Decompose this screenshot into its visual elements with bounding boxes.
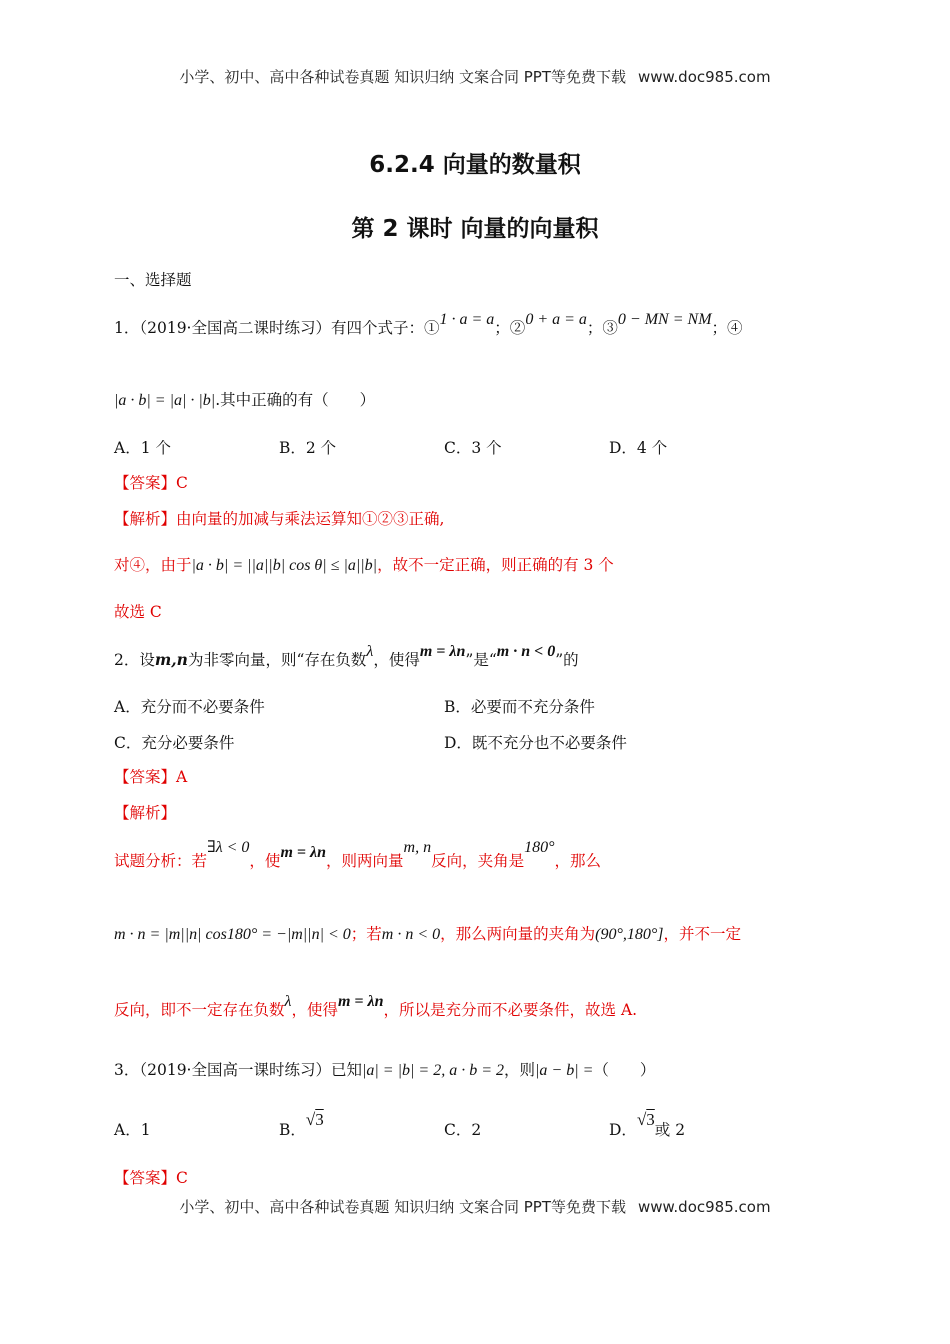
q2-analysis-line2: m · n = |m||n| cos180° = −|m||n| < 0；若m · n < 0，那么两向量的夹角为(90°,180°]，并不一定: [114, 925, 742, 943]
q1-analysis-line2: 对④，由于|a · b| = ||a||b| cos θ| ≤ |a||b|，故不一定正确，则正确的有 3 个: [114, 556, 614, 574]
q1-answer: 【答案】C: [114, 474, 188, 492]
q1-formula-3: 0 − MN = NM: [617, 311, 712, 328]
main-title: 6.2.4 向量的数量积: [369, 152, 581, 178]
footer-banner: [0, 1196, 950, 1217]
q3-given: |a| = |b| = 2, a · b = 2: [362, 1062, 504, 1079]
q2-inequality: m · n < 0: [496, 643, 556, 660]
q1-conclusion: 故选 C: [114, 603, 162, 621]
q3-option-a: A．1: [114, 1121, 151, 1139]
sqrt-icon: √3: [305, 1110, 324, 1129]
q1-formula-4: |a · b| = |a| · |b|: [114, 392, 216, 409]
sqrt-icon: √3: [636, 1110, 655, 1129]
q2-option-b: B．必要而不充分条件: [444, 698, 595, 716]
q1-option-d: D．4 个: [609, 439, 668, 457]
section-heading: 一、选择题: [114, 271, 192, 289]
q2-option-c: C．充分必要条件: [114, 734, 235, 752]
header-text: 小学、初中、高中各种试卷真题 知识归纳 文案合同 PPT等免费下载: [179, 68, 626, 86]
q3-answer: 【答案】C: [114, 1169, 188, 1187]
q2-analysis-label: 【解析】: [114, 804, 177, 822]
q3-option-c: C．2: [444, 1121, 482, 1139]
q2-option-d: D．既不充分也不必要条件: [444, 734, 627, 752]
q1-formula-2: 0 + a = a: [525, 311, 587, 328]
q2-answer: 【答案】A: [114, 768, 188, 786]
q2-lambda: λ: [366, 643, 374, 660]
q2-equation: m = λn: [419, 643, 466, 660]
q1-analysis-line1: 【解析】由向量的加减与乘法运算知①②③正确,: [114, 510, 445, 528]
header-site-link[interactable]: www.doc985.com: [637, 68, 771, 86]
q3-option-d: D．√3或 2: [609, 1110, 686, 1139]
q3-stem: 3．（2019·全国高一课时练习）已知|a| = |b| = 2, a · b = 2，则|a − b| =（ ）: [114, 1061, 656, 1079]
q1-option-a: A．1 个: [114, 439, 171, 457]
q3-target: |a − b| =: [535, 1062, 594, 1079]
q2-analysis-line1: 试题分析：若∃λ < 0，使m = λn，则两向量m, n反向，夹角是180°，那么: [114, 839, 602, 870]
footer-site-link[interactable]: www.doc985.com: [637, 1198, 771, 1216]
q1-stem-line1: 1．（2019·全国高二课时练习）有四个式子：①1 · a = a；②0 + a = a；③0 − MN = NM；④: [114, 311, 743, 337]
q2-mn: m,n: [154, 650, 188, 669]
q1-stem-line2: |a · b| = |a| · |b|.其中正确的有（ ）: [114, 391, 376, 409]
sub-title: 第 2 课时 向量的向量积: [351, 216, 599, 242]
q1-formula-1: 1 · a = a: [439, 311, 495, 328]
q2-analysis-line3: 反向，即不一定存在负数λ，使得m = λn，所以是充分而不必要条件，故选 A.: [114, 993, 638, 1019]
q2-stem: 2．设m,n为非零向量，则“存在负数λ，使得m = λn”是“m · n < 0”的: [114, 643, 579, 669]
q1-analysis-formula: |a · b| = ||a||b| cos θ| ≤ |a||b|: [191, 557, 378, 574]
header-banner: [0, 66, 950, 87]
q2-option-a: A．充分而不必要条件: [114, 698, 265, 716]
footer-text: 小学、初中、高中各种试卷真题 知识归纳 文案合同 PPT等免费下载: [179, 1198, 626, 1216]
q3-option-b: B．√3: [279, 1110, 324, 1139]
q1-option-c: C．3 个: [444, 439, 502, 457]
q1-option-b: B．2 个: [279, 439, 337, 457]
